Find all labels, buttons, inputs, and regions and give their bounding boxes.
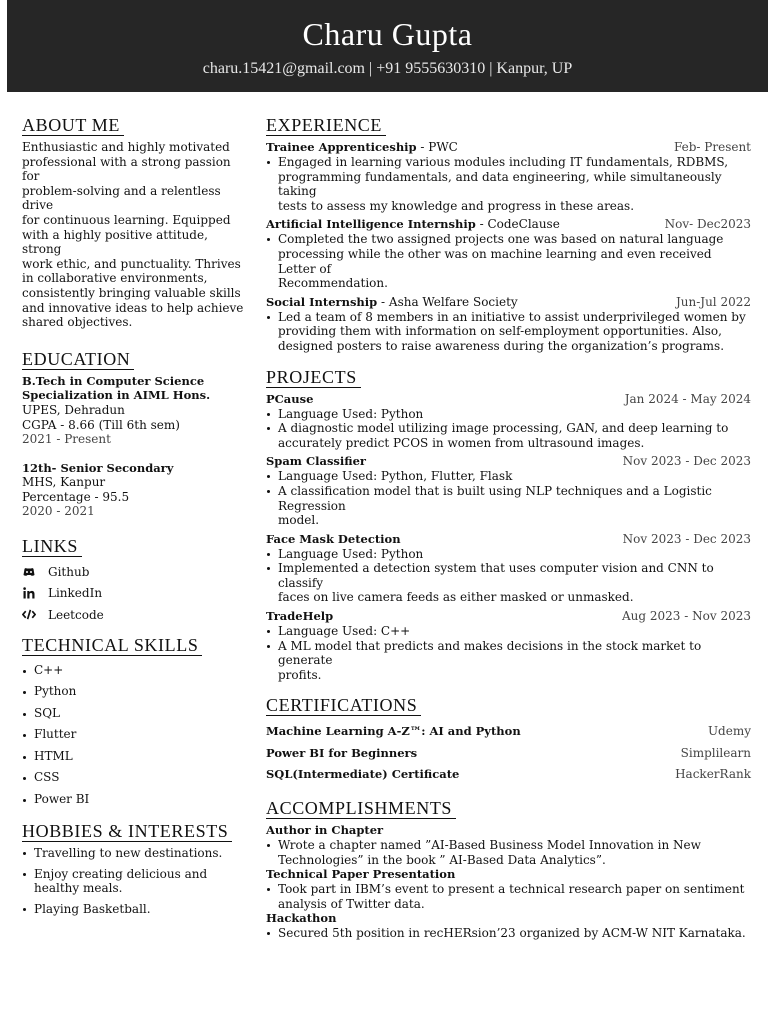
list-item: Secured 5th position in recHERsion’23 organized by ACM-W NIT Karnataka. xyxy=(266,926,751,941)
experience-item: Trainee Apprenticeship - PWC Feb- Present Engaged in learning various modules including IT fundamentals, RDBMS, programming fundamentals, and data engineering, while simultaneously taking tests to assess my knowledge and progress in these areas. xyxy=(266,140,751,213)
accomplishments-section xyxy=(266,799,751,941)
section-title-about: ABOUT ME xyxy=(22,116,124,136)
section-title-experience: EXPERIENCE xyxy=(266,116,386,136)
section-title-accomplishments: ACCOMPLISHMENTS xyxy=(266,799,456,819)
resume-header xyxy=(7,0,768,92)
project-item: Spam Classifier Nov 2023 - Dec 2023 Language Used: Python, Flutter, Flask A classification model that is built using NLP techniques and a Logistic Regression model. xyxy=(266,454,751,528)
code-icon xyxy=(22,608,36,622)
section-title-hobbies: HOBBIES & INTERESTS xyxy=(22,822,232,842)
skills-section xyxy=(22,636,244,811)
project-item: PCause Jan 2024 - May 2024 Language Used: Python A diagnostic model utilizing image processing, GAN, and deep learning to accurately predict PCOS in women from ultrasound images. xyxy=(266,391,751,450)
section-title-skills: TECHNICAL SKILLS xyxy=(22,636,202,656)
project-item: TradeHelp Aug 2023 - Nov 2023 Language Used: C++ A ML model that predicts and makes decisions in the stock market to generate profits. xyxy=(266,609,751,682)
link-leetcode[interactable]: Leetcode xyxy=(22,604,244,626)
list-item: Power BI xyxy=(22,789,244,811)
link-linkedin[interactable]: LinkedIn xyxy=(22,583,244,605)
links-list xyxy=(22,561,244,626)
list-item: SQL xyxy=(22,703,244,725)
list-item: Completed the two assigned projects one was based on natural language processing while the other was on machine learning and even received Letter of Recommendation. xyxy=(266,232,751,290)
hobbies-list xyxy=(22,846,244,916)
section-title-certifications: CERTIFICATIONS xyxy=(266,696,421,716)
about-text: Enthusiastic and highly motivated professional with a strong passion for problem-solving and a relentless drive for continuous learning. Equipped with a highly positive attitude, strong work ethic, and punctuality. Thrives in collaborative environments, consistently bringing valuable skills and innovative ideas to help achieve shared objectives. xyxy=(22,140,244,330)
section-title-education: EDUCATION xyxy=(22,350,134,370)
certification-item: Machine Learning A-Z™: AI and Python Udemy xyxy=(266,724,751,739)
right-column xyxy=(266,116,751,941)
list-item: Implemented a detection system that uses computer vision and CNN to classify faces on live camera feeds as either masked or unmasked. xyxy=(266,561,751,605)
list-item: Wrote a chapter named ”AI-Based Business Model Innovation in New Technologies” in the book ” AI-Based Data Analytics”. xyxy=(266,838,751,867)
list-item: Python xyxy=(22,681,244,703)
experience-section xyxy=(266,116,751,354)
linkedin-icon xyxy=(22,586,36,600)
candidate-name: Charu Gupta xyxy=(302,16,473,52)
list-item: Language Used: Python, Flutter, Flask xyxy=(266,469,751,484)
section-title-projects: PROJECTS xyxy=(266,368,361,388)
list-item: Led a team of 8 members in an initiative to assist underprivileged women by providing them with information on self-employment opportunities. Also, designed posters to raise awareness during the organization’s programs. xyxy=(266,310,751,354)
list-item: Engaged in learning various modules including IT fundamentals, RDBMS, programming fundamentals, and data engineering, while simultaneously taking tests to assess my knowledge and progress in these areas. xyxy=(266,155,751,213)
list-item: HTML xyxy=(22,746,244,768)
list-item: Travelling to new destinations. xyxy=(22,846,244,861)
links-section xyxy=(22,537,244,626)
education-section xyxy=(22,350,244,519)
list-item: CSS xyxy=(22,767,244,789)
skills-list xyxy=(22,660,244,811)
list-item: Took part in IBM’s event to present a technical research paper on sentiment analysis of Twitter data. xyxy=(266,882,751,911)
list-item: Language Used: Python xyxy=(266,407,751,422)
list-item: Language Used: Python xyxy=(266,547,751,562)
list-item: Enjoy creating delicious and healthy meals. xyxy=(22,867,244,896)
list-item: A diagnostic model utilizing image processing, GAN, and deep learning to accurately predict PCOS in women from ultrasound images. xyxy=(266,421,751,450)
accomplishment-item: Author in Chapter Wrote a chapter named ”AI-Based Business Model Innovation in New Technologies” in the book ” AI-Based Data Analytics”. xyxy=(266,823,751,867)
about-section xyxy=(22,116,244,330)
certification-item: SQL(Intermediate) Certificate HackerRank xyxy=(266,767,751,782)
education-item: 12th- Senior Secondary MHS, Kanpur Percentage - 95.5 2020 - 2021 xyxy=(22,460,174,519)
projects-section xyxy=(266,368,751,683)
experience-item: Artificial Intelligence Internship - CodeClause Nov- Dec2023 Completed the two assigned projects one was based on natural language processing while the other was on machine learning and even received Letter of Recommendation. xyxy=(266,217,751,291)
section-title-links: LINKS xyxy=(22,537,82,557)
github-icon xyxy=(22,565,36,579)
certifications-section xyxy=(266,696,751,785)
list-item: Playing Basketball. xyxy=(22,902,244,917)
accomplishment-item: Hackathon Secured 5th position in recHERsion’23 organized by ACM-W NIT Karnataka. xyxy=(266,911,751,941)
link-github[interactable]: Github xyxy=(22,561,244,583)
left-column xyxy=(22,116,244,922)
certification-item: Power BI for Beginners Simplilearn xyxy=(266,745,751,760)
list-item: A ML model that predicts and makes decisions in the stock market to generate profits. xyxy=(266,639,751,683)
list-item: A classification model that is built using NLP techniques and a Logistic Regression model. xyxy=(266,484,751,528)
education-item: B.Tech in Computer Science Specialization in AIML Hons. UPES, Dehradun CGPA - 8.66 (Till 6th sem) 2021 - Present xyxy=(22,373,211,447)
list-item: C++ xyxy=(22,660,244,682)
accomplishment-item: Technical Paper Presentation Took part in IBM’s event to present a technical research paper on sentiment analysis of Twitter data. xyxy=(266,867,751,911)
list-item: Language Used: C++ xyxy=(266,624,751,639)
project-item: Face Mask Detection Nov 2023 - Dec 2023 Language Used: Python Implemented a detection system that uses computer vision and CNN to classify faces on live camera feeds as either masked or unmasked. xyxy=(266,531,751,605)
list-item: Flutter xyxy=(22,724,244,746)
contact-line: charu.15421@gmail.com | +91 9555630310 | Kanpur, UP xyxy=(202,60,573,77)
hobbies-section xyxy=(22,822,244,916)
experience-item: Social Internship - Asha Welfare Society Jun-Jul 2022 Led a team of 8 members in an initiative to assist underprivileged women by providing them with information on self-employment opportunities. Also, designed posters to raise awareness during the organization’s programs. xyxy=(266,294,751,353)
